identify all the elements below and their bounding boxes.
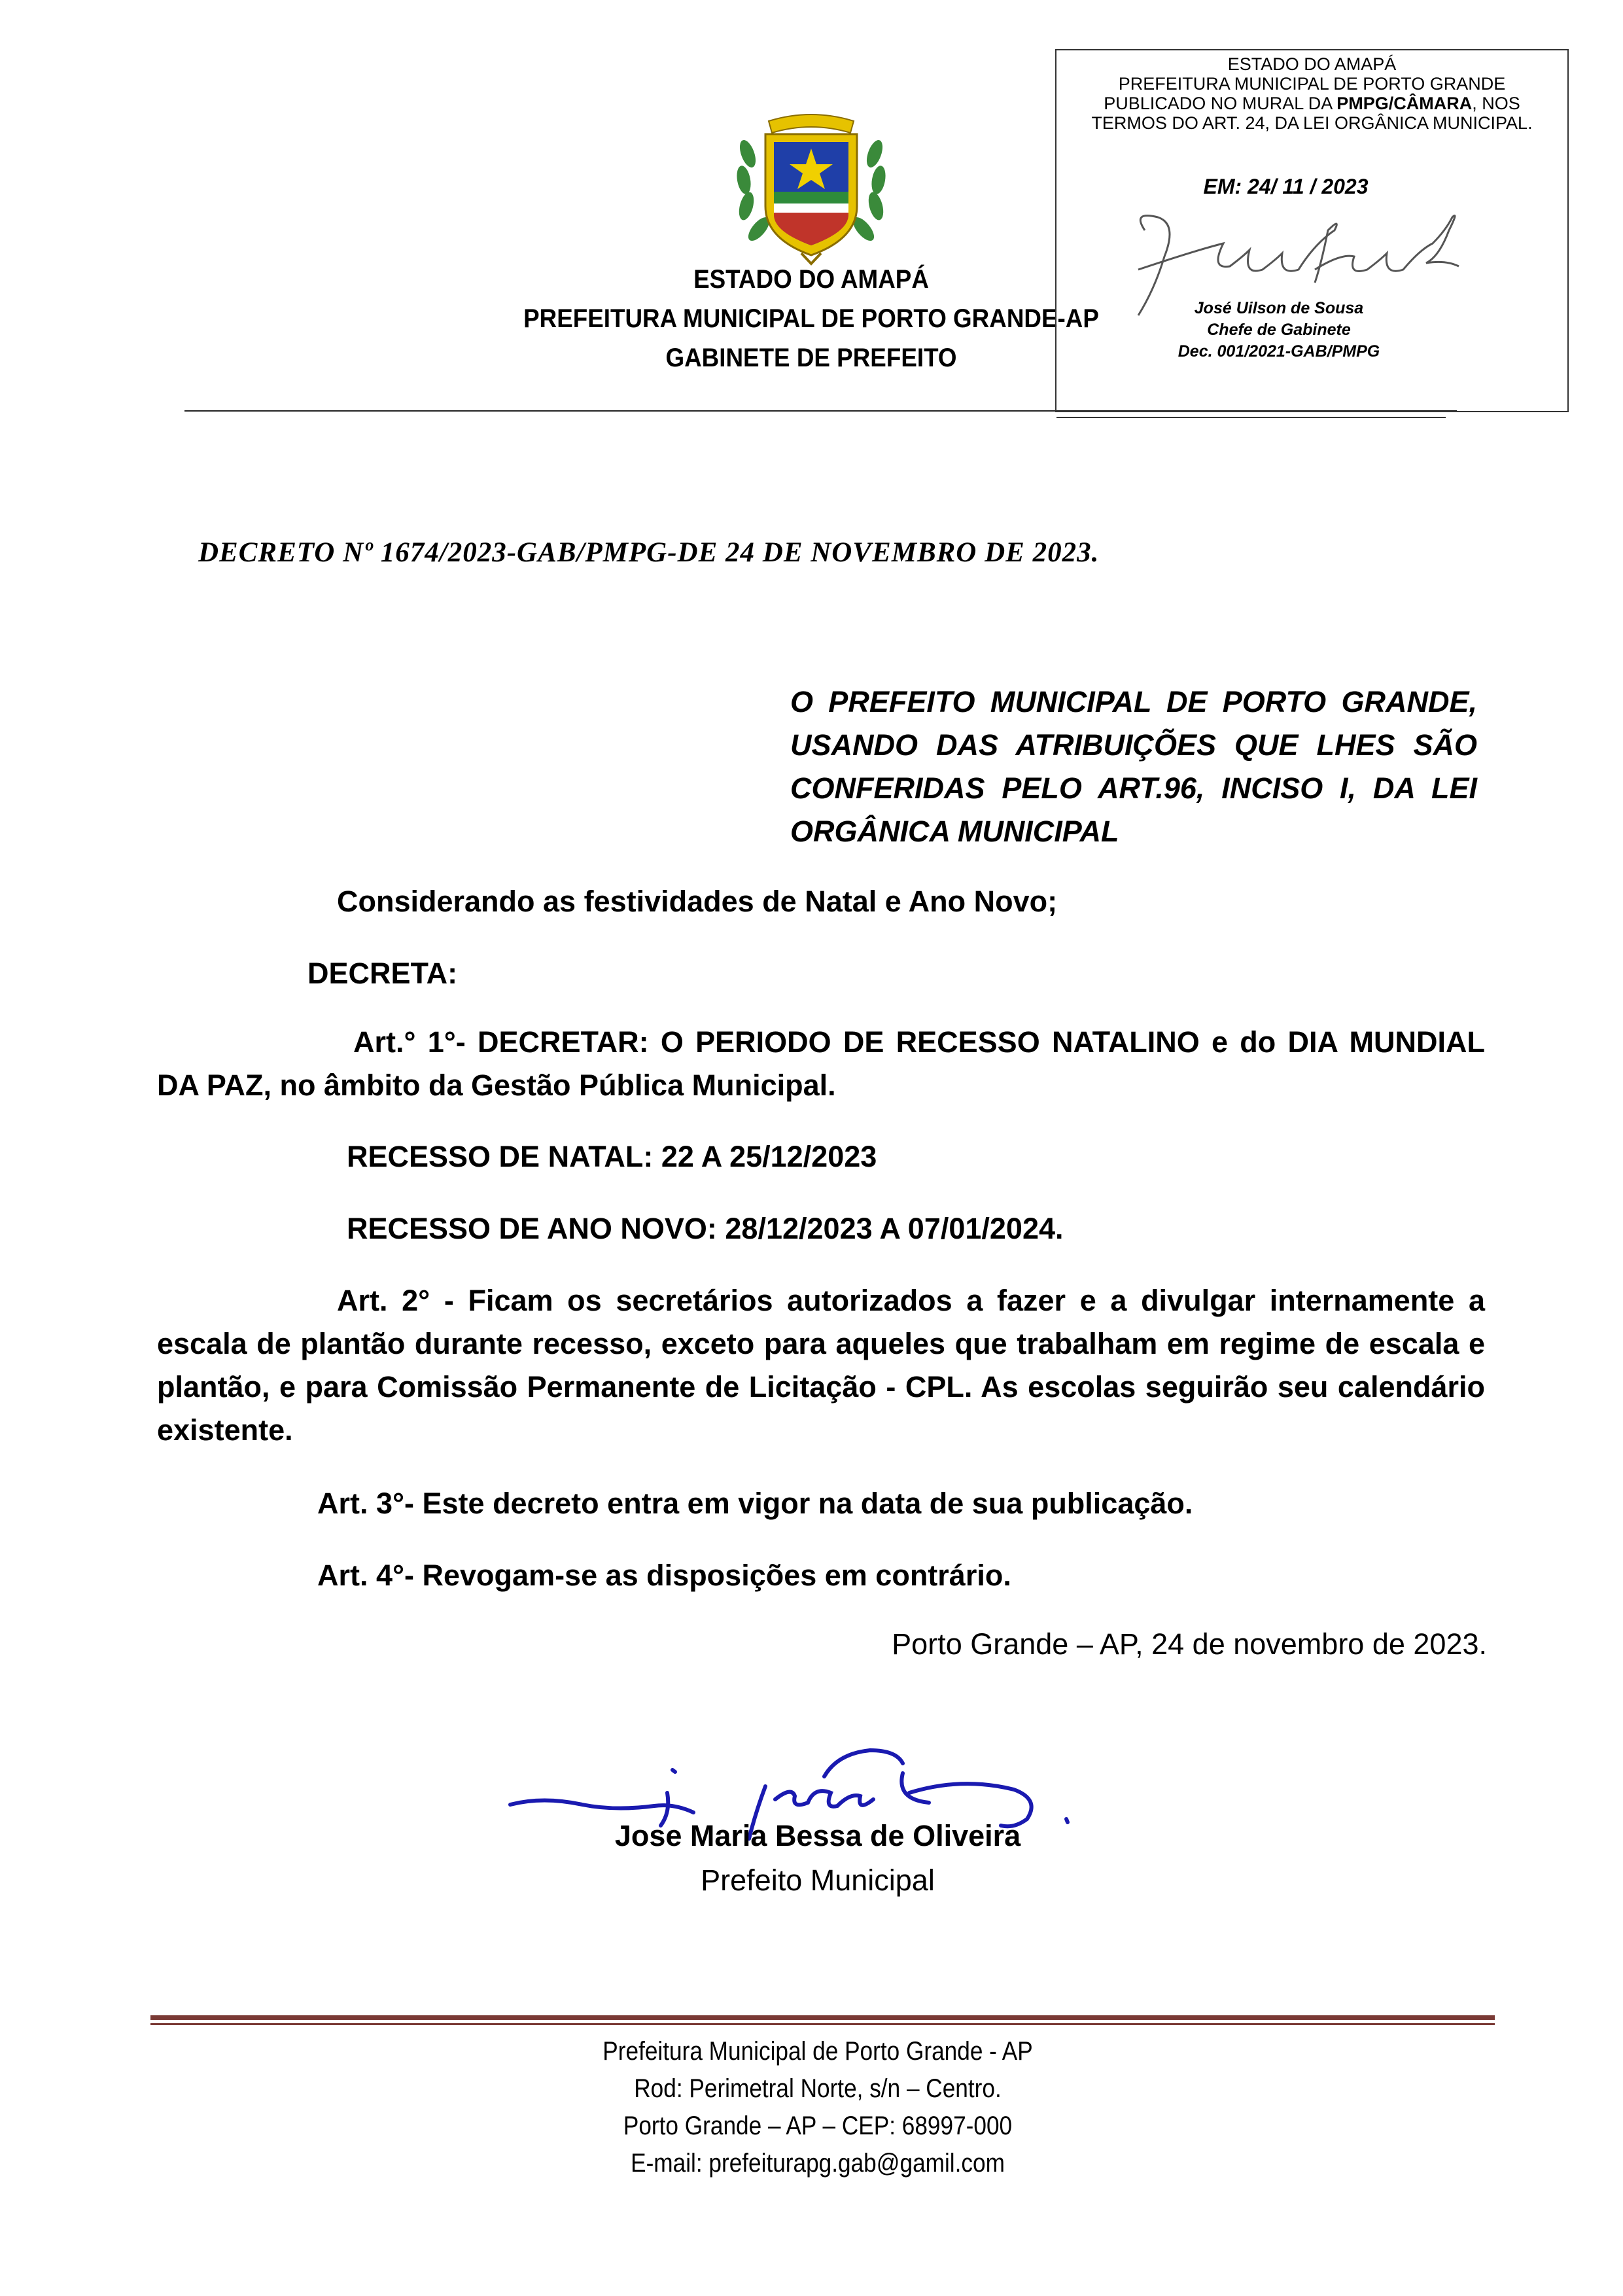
stamp-line-3-text: PUBLICADO NO MURAL DA [1104,94,1337,113]
footer-email: E-mail: prefeiturapg.gab@gamil.com [631,2149,1005,2178]
stamp-line-3 [1056,94,1567,113]
place-and-date: Porto Grande – AP, 24 de novembro de 2023. [892,1627,1487,1661]
stamp-signer-role: Chefe de Gabinete [1207,321,1351,339]
decreta-heading: DECRETA: [307,957,458,990]
decree-preamble: O PREFEITO MUNICIPAL DE PORTO GRANDE, USANDO DAS ATRIBUIÇÕES QUE LHES SÃO CONFERIDAS PELO ART.96, INCISO I, DA LEI ORGÂNICA MUNICIPAL [790,685,1477,848]
decree-title: DECRETO Nº 1674/2023-GAB/PMPG-DE 24 DE NOVEMBRO DE 2023. [198,537,1100,568]
stamp-date: EM: 24/ 11 / 2023 [1203,175,1369,198]
stamp-signer-decree: Dec. 001/2021-GAB/PMPG [1178,342,1380,361]
christmas-recess: RECESSO DE NATAL: 22 A 25/12/2023 [347,1140,877,1173]
article-3: Art. 3°- Este decreto entra em vigor na data de sua publicação. [317,1487,1193,1520]
publication-stamp [1055,49,1569,412]
mayor-role: Prefeito Municipal [701,1863,935,1897]
new-year-recess: RECESSO DE ANO NOVO: 28/12/2023 A 07/01/2024. [347,1212,1064,1245]
footer-line-2: Rod: Perimetral Norte, s/n – Centro. [634,2074,1002,2103]
header-prefecture: PREFEITURA MUNICIPAL DE PORTO GRANDE-AP [523,304,1099,333]
footer-line-1: Prefeitura Municipal de Porto Grande - AP [602,2037,1033,2066]
stamp-line-2: PREFEITURA MUNICIPAL DE PORTO GRANDE [1118,74,1506,94]
article-1: Art.° 1°- DECRETAR: O PERIODO DE RECESSO NATALINO e do DIA MUNDIAL DA PAZ, no âmbito da Gestão Pública Municipal. [157,1025,1485,1102]
coat-of-arms-icon [729,108,893,268]
stamp-divider [1056,417,1446,418]
stamp-signer-name: José Uilson de Sousa [1194,299,1364,317]
footer-rule [150,2015,1495,2020]
header-office: GABINETE DE PREFEITO [665,344,957,372]
considerando-text: Considerando as festividades de Natal e Ano Novo; [337,885,1058,918]
article-4: Art. 4°- Revogam-se as disposições em contrário. [317,1559,1011,1592]
header-state: ESTADO DO AMAPÁ [693,265,929,294]
footer-line-3: Porto Grande – AP – CEP: 68997-000 [623,2111,1013,2140]
stamp-line-3-tail: , NOS [1472,94,1520,113]
stamp-line-4: TERMOS DO ART. 24, DA LEI ORGÂNICA MUNICIPAL. [1091,113,1533,133]
mayor-name: Jose Maria Bessa de Oliveira [614,1819,1021,1852]
footer-rule-thin [150,2023,1495,2025]
stamp-line-1: ESTADO DO AMAPÁ [1227,54,1397,74]
article-2: Art. 2° - Ficam os secretários autorizados a fazer e a divulgar internamente a escala de plantão durante recesso, exceto para aqueles que trabalham em regime de escala e plantão, e para Comissão Permanente de Licitação - CPL. As escolas seguirão seu calendário existente. [157,1284,1485,1447]
stamp-line-3-bold: PMPG/CÂMARA [1336,94,1473,113]
